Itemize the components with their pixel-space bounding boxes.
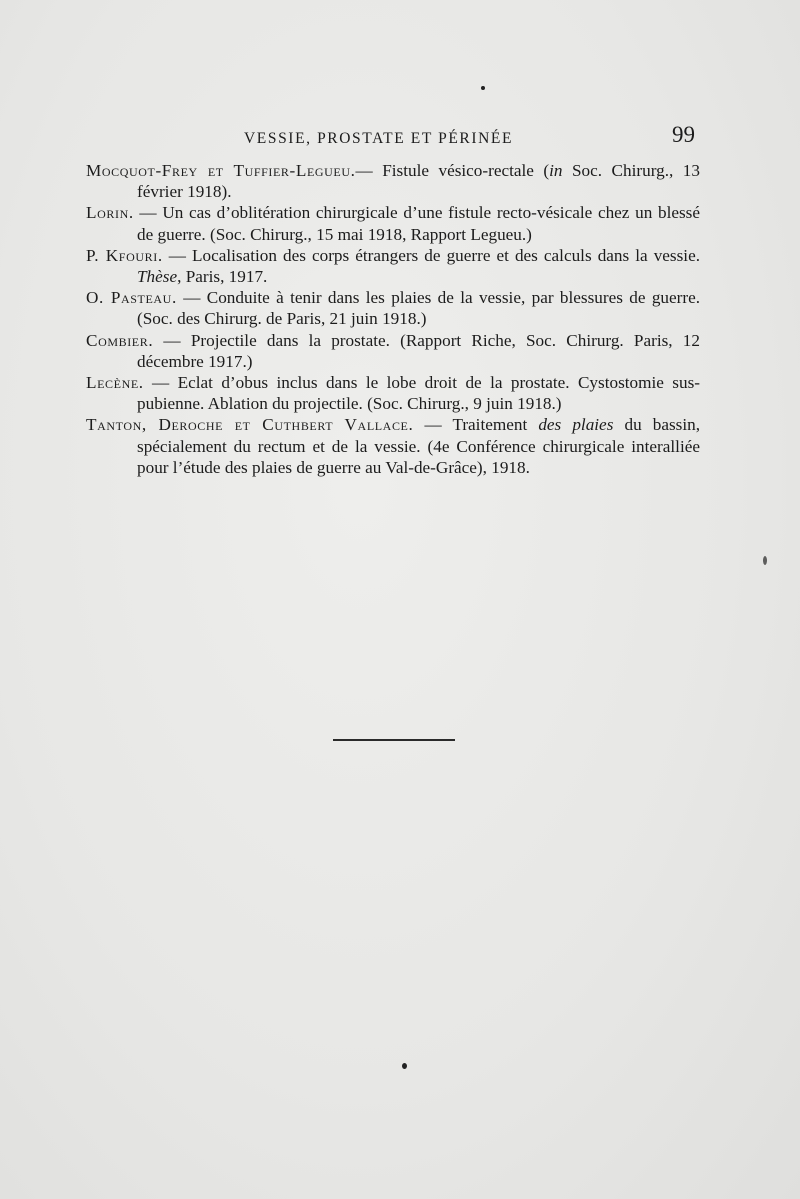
reference-entry [86,287,700,329]
reference-author: P. Kfouri. [86,245,163,265]
reference-entry [86,414,700,478]
reference-text: Eclat d’obus inclus dans le lobe droit de la prostate. Cystostomie sus-pubienne. Ablation du projectile. (Soc. Chirurg., 9 juin 1918.) [137,373,700,414]
reference-italic: in [549,161,563,180]
reference-separator: — [143,373,178,393]
reference-author: Mocquot-Frey et Tuffier-Legueu. [86,161,356,180]
reference-list [86,160,700,478]
reference-separator: — [153,330,191,350]
reference-entry [86,372,700,414]
paper-speck [763,556,767,565]
reference-italic: des plaies [538,415,614,435]
reference-separator: — [355,161,383,180]
section-end-rule [333,739,455,741]
running-title: VESSIE, PROSTATE ET PÉRINÉE [244,130,514,147]
reference-entry [86,160,700,202]
page-header [0,122,800,152]
reference-author: Lorin. [86,203,134,223]
reference-text-cont: Soc. Chirurg., 13 février 1918). [137,161,700,202]
reference-text: Localisation des corps étrangers de guerre et des calculs dans la vessie. [192,245,701,265]
reference-entry [86,245,700,287]
reference-entry [86,330,700,372]
reference-italic: Thèse [137,267,178,287]
reference-text: Un cas d’oblitération chirurgicale d’une fistule recto-vésicale chez un blessé de guerre. (Soc. Chirurg., 15 mai 1918, Rapport Legueu.) [137,203,700,244]
reference-author: O. Pasteau. [86,288,177,308]
reference-text: Projectile dans la prostate. (Rapport Riche, Soc. Chirurg. Paris, 12 décembre 1917.) [137,330,700,371]
reference-text-cont: du bassin, spécialement du rectum et de la vessie. (4e Conférence chirurgicale interalliée pour l’étude des plaies de guerre au Val-de-Grâce), 1918. [137,415,701,477]
reference-text: Traitement [452,415,539,435]
reference-text: Conduite à tenir dans les plaies de la vessie, par blessures de guerre. (Soc. des Chirurg. de Paris, 21 juin 1918.) [137,288,701,329]
reference-entry [86,202,700,244]
reference-author: Tanton, Deroche et Cuthbert Vallace. [86,415,414,435]
reference-text: Fistule vésico-rectale ( [382,161,550,180]
reference-text-cont: , Paris, 1917. [177,267,268,287]
reference-separator: — [162,245,193,265]
page-number: 99 [672,122,695,147]
paper-speck [481,86,485,90]
reference-separator: — [133,203,163,223]
reference-author: Lecène. [86,373,144,393]
reference-separator: — [176,288,207,308]
reference-author: Combier. [86,330,154,350]
reference-separator: — [413,415,453,435]
paper-speck [402,1063,407,1069]
